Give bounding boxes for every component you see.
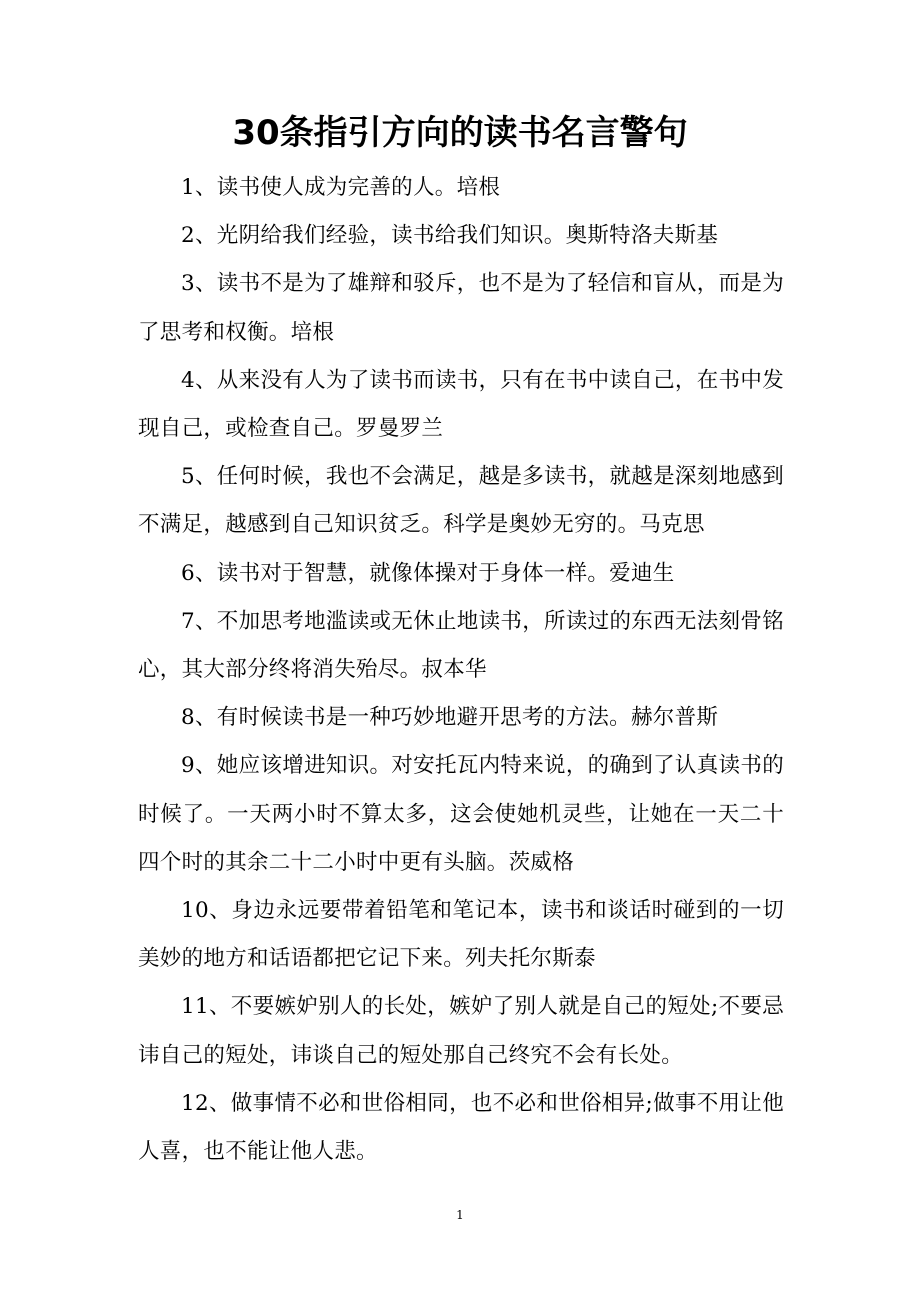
quote-paragraph: 12、做事情不必和世俗相同，也不必和世俗相异;做事不用让他人喜，也不能让他人悲。 <box>138 1090 784 1165</box>
quote-paragraph: 11、不要嫉妒别人的长处，嫉妒了别人就是自己的短处;不要忌讳自己的短处，讳谈自己的短处那自己终究不会有长处。 <box>138 994 784 1068</box>
quote-paragraph: 7、不加思考地滥读或无休止地读书，所读过的东西无法刻骨铭心，其大部分终将消失殆尽。叔本华 <box>138 608 784 683</box>
quote-paragraph: 8、有时候读书是一种巧妙地避开思考的方法。赫尔普斯 <box>181 705 719 731</box>
quote-paragraph: 1、读书使人成为完善的人。培根 <box>181 175 501 200</box>
document-title: 30条指引方向的读书名言警句 <box>232 113 688 153</box>
quote-paragraph: 4、从来没有人为了读书而读书，只有在书中读自己，在书中发现自己，或检查自己。罗曼罗兰 <box>138 367 784 442</box>
quote-paragraph: 2、光阴给我们经验，读书给我们知识。奥斯特洛夫斯基 <box>181 223 719 249</box>
document-body <box>138 164 784 1176</box>
quote-paragraph: 10、身边永远要带着铅笔和笔记本，读书和谈话时碰到的一切美妙的地方和话语都把它记下来。列夫托尔斯泰 <box>138 898 784 972</box>
quote-paragraph: 5、任何时候，我也不会满足，越是多读书，就越是深刻地感到不满足，越感到自己知识贫乏。科学是奥妙无穷的。马克思 <box>138 464 784 538</box>
page-number: 1 <box>456 1208 464 1222</box>
quote-paragraph: 3、读书不是为了雄辩和驳斥，也不是为了轻信和盲从，而是为了思考和权衡。培根 <box>138 271 784 345</box>
quote-paragraph: 6、读书对于智慧，就像体操对于身体一样。爱迪生 <box>181 560 675 586</box>
quote-paragraph: 9、她应该增进知识。对安托瓦内特来说，的确到了认真读书的时候了。一天两小时不算太多，这会使她机灵些，让她在一天二十四个时的其余二十二小时中更有头脑。茨威格 <box>138 753 784 875</box>
